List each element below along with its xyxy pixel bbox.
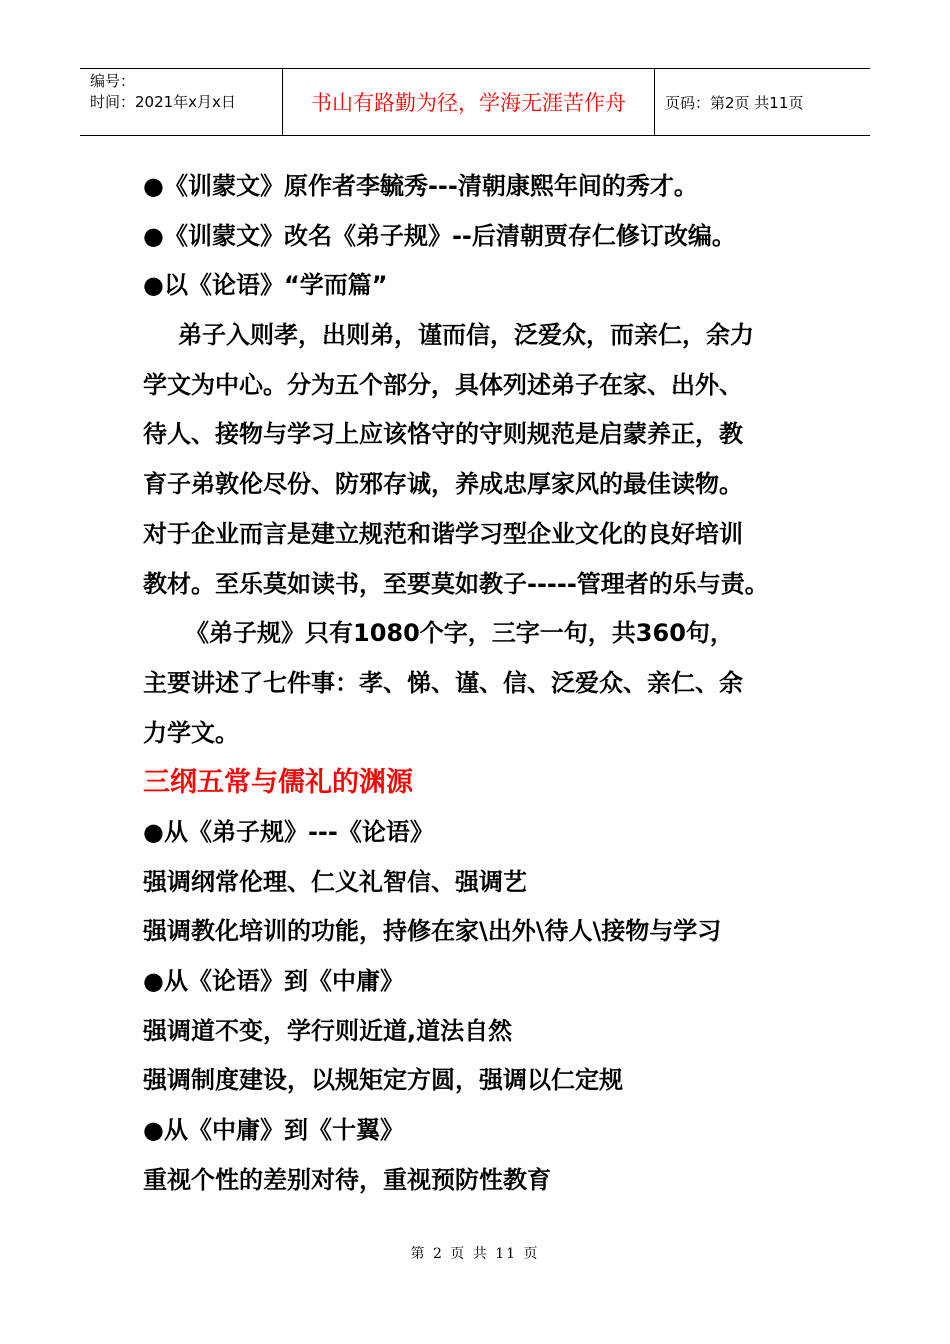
body-line: ●《训蒙文》改名《弟子规》--后清朝贾存仁修订改编。	[143, 221, 736, 250]
body-line: 《弟子规》只有1080个字，三字一句，共360句，	[185, 619, 734, 648]
body-line: ●从《中庸》到《十翼》	[143, 1116, 404, 1145]
page-header	[80, 68, 870, 136]
header-meta	[80, 69, 282, 135]
body-line: 弟子入则孝，出则弟，谨而信，泛爱众，而亲仁，余力	[178, 321, 754, 350]
body-line: 重视个性的差别对待，重视预防性教育	[143, 1165, 551, 1194]
body-line: 强调道不变，学行则近道,道法自然	[143, 1016, 513, 1045]
body-line: 力学文。	[143, 718, 239, 747]
body-line: ●从《论语》到《中庸》	[143, 967, 404, 995]
body-line: 育子弟敦伦尽份、防邪存诚，养成忠厚家风的最佳读物。	[143, 470, 743, 499]
body-line: ●《训蒙文》原作者李毓秀---清朝康熙年间的秀才。	[143, 172, 698, 200]
body-line: 教材。至乐莫如读书，至要莫如教子-----管理者的乐与责。	[143, 569, 769, 598]
document-body	[143, 162, 813, 1205]
body-line: 强调纲常伦理、仁义礼智信、强调艺	[143, 867, 527, 896]
section-heading: 三纲五常与儒礼的渊源	[143, 767, 413, 799]
body-line: 主要讲述了七件事：孝、悌、谨、信、泛爱众、亲仁、余	[143, 668, 743, 697]
header-page-info	[655, 69, 870, 135]
body-line: 对于企业而言是建立规范和谐学习型企业文化的良好培训	[143, 519, 743, 548]
body-line: ●从《弟子规》---《论语》	[143, 817, 434, 846]
body-line: 强调制度建设，以规矩定方圆，强调以仁定规	[143, 1066, 623, 1095]
document-number-label: 编号：	[90, 72, 136, 90]
motto-text: 书山有路勤为径，学海无涯苦作舟	[311, 91, 626, 115]
body-line: ●以《论语》“学而篇”	[143, 271, 388, 300]
page-info-text: 页码：第2页 共11页	[665, 93, 804, 112]
body-line: 待人、接物与学习上应该恪守的守则规范是启蒙养正，教	[143, 420, 743, 449]
header-motto	[282, 69, 655, 135]
document-date-label: 时间：2021年x月x日	[90, 93, 236, 111]
page-footer	[0, 1243, 950, 1263]
footer-page-number: 第 2 页 共 11 页	[410, 1246, 540, 1262]
body-line: 强调教化培训的功能，持修在家\出外\待人\接物与学习	[143, 917, 722, 946]
body-line: 学文为中心。分为五个部分，具体列述弟子在家、出外、	[143, 370, 743, 399]
